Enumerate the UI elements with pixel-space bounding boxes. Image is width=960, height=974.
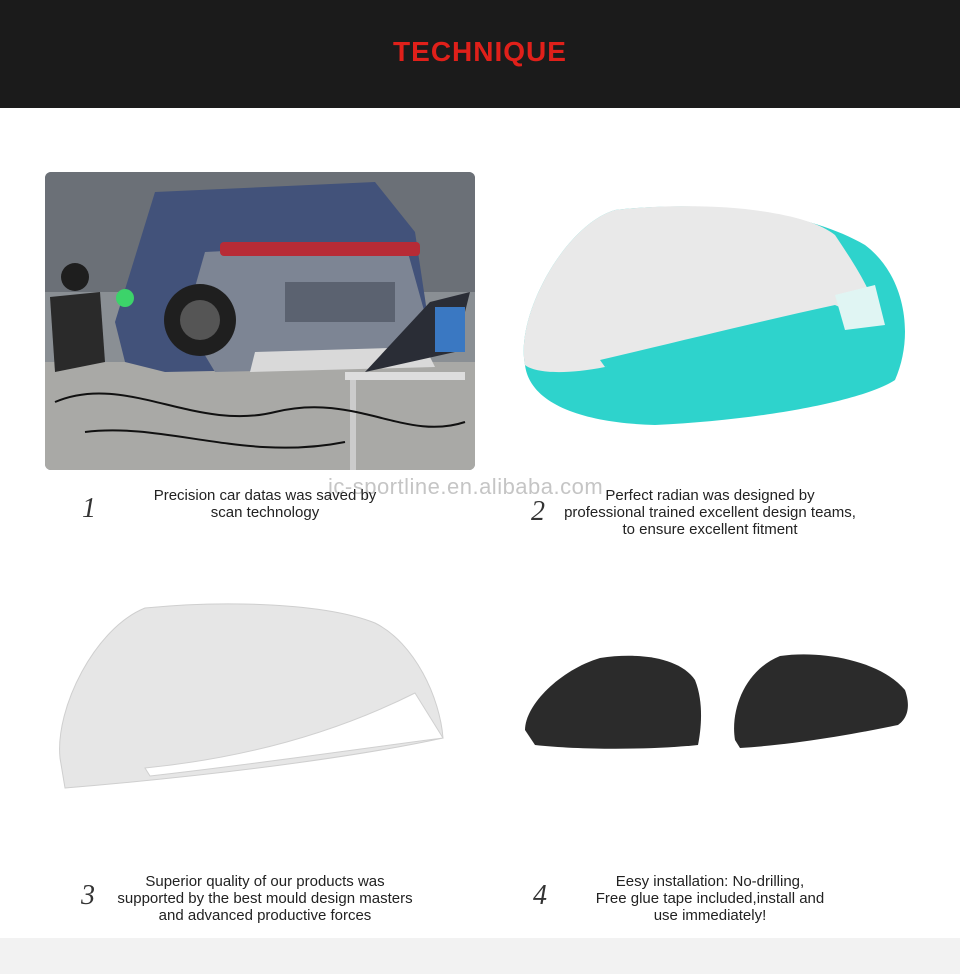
step-4-line-1: Eesy installation: No-drilling, [615,873,805,890]
primed-mirror-image [505,195,925,445]
step-1-line-2: scan technology [210,504,320,521]
step-3-line-3: and advanced productive forces [158,907,372,924]
step-2-number: 2 [531,496,545,527]
step-2-line-3: to ensure excellent fitment [622,521,798,538]
step-4-line-2: Free glue tape included,install and [595,890,825,907]
scan-photo-illustration [45,172,475,470]
scan-photo [45,172,475,470]
footer-strip [0,938,960,974]
header-bar [0,0,960,108]
step-3-number: 3 [81,880,95,911]
step-4-caption [575,873,845,924]
step-3-caption [95,873,435,924]
step-2-line-1: Perfect radian was designed by [605,487,815,504]
step-3-line-1: Superior quality of our products was [145,873,385,890]
carbon-mirror-pair-image [520,650,920,760]
step-1-line-1: Precision car datas was saved by [153,487,377,504]
step-2-caption [545,487,875,538]
step-4-line-3: use immediately! [653,907,767,924]
step-1-caption [120,487,410,521]
page-title: TECHNIQUE [393,36,567,67]
step-2-line-2: professional trained excellent design teams, [564,504,856,521]
step-4-number: 4 [533,880,547,911]
watermark-text: jc-sportline.en.alibaba.com [328,474,604,499]
white-mirror-image [45,598,455,798]
step-3-line-2: supported by the best mould design masters [117,890,413,907]
step-1-number: 1 [82,493,96,524]
